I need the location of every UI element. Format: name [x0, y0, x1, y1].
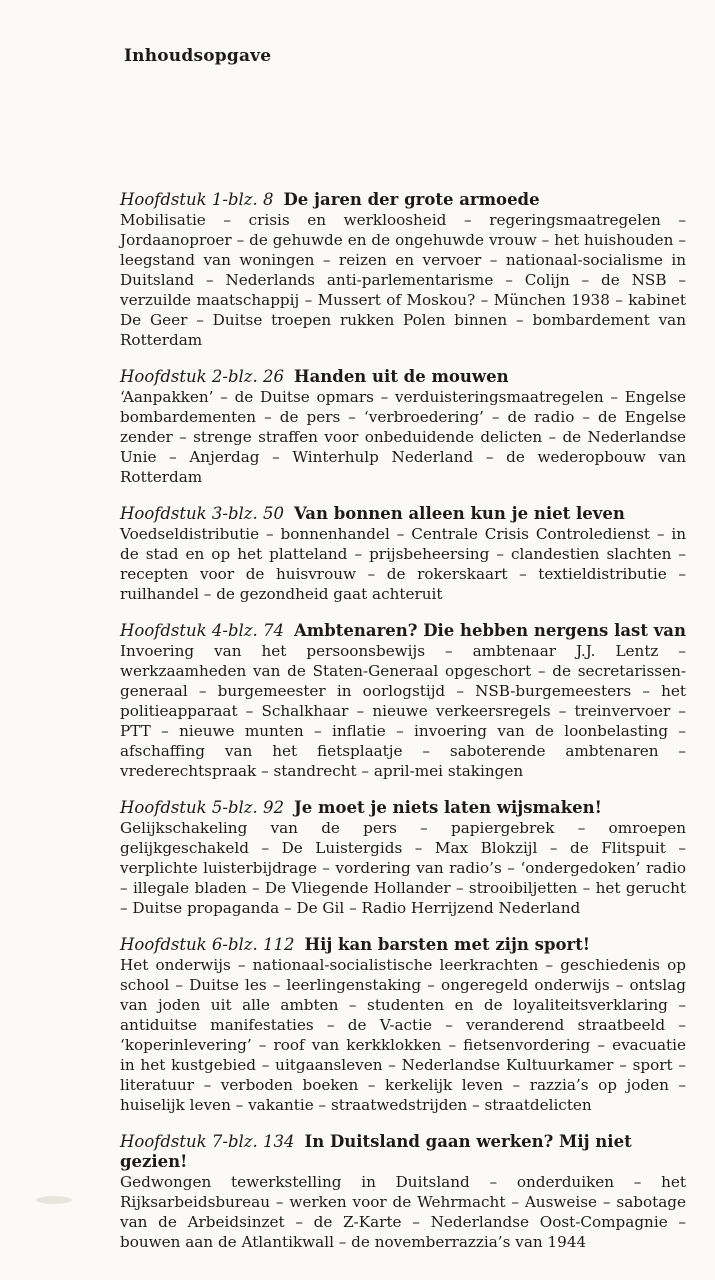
- chapter-summary: Gelijkschakeling van de pers – papiergebrek – omroepen gelijkgeschakeld – De Luistergids – Max Blokzijl – de Flitspuit – verplichte luisterbijdrage – vordering van radio’s – ‘ondergedoken’ radio – illegale bladen – De Vliegende Hollander – strooibiljetten – het gerucht – Duitse propaganda – De Gil – Radio Herrijzend Nederland: [120, 819, 686, 917]
- chapter-title: Handen uit de mouwen: [294, 367, 509, 386]
- chapter-ref: Hoofdstuk 5-blz. 92: [120, 798, 284, 817]
- chapter-summary: Voedseldistributie – bonnenhandel – Centrale Crisis Controledienst – in de stad en op het platteland – prijsbeheersing – clandestien slachten – recepten voor de huisvrouw – de rokerskaart – textieldistributie – ruilhandel – de gezondheid gaat achteruit: [120, 525, 686, 603]
- table-of-contents: [120, 190, 686, 1269]
- chapter-ref: Hoofdstuk 1-blz. 8: [120, 190, 274, 209]
- chapter-summary: ‘Aanpakken’ – de Duitse opmars – verduisteringsmaatregelen – Engelse bombardementen – de pers – ‘verbroedering’ – de radio – de Engelse zender – strenge straffen voor onbeduidende delicten – de Nederlandse Unie – Anjerdag – Winterhulp Nederland – de wederopbouw van Rotterdam: [120, 388, 686, 486]
- chapter-5: [120, 798, 686, 918]
- chapter-summary: Invoering van het persoonsbewijs – ambtenaar J.J. Lentz – werkzaamheden van de Staten-Generaal opgeschort – de secretarissen-generaal – burgemeester in oorlogstijd – NSB-burgemeesters – het politieapparaat – Schalkhaar – nieuwe verkeersregels – treinvervoer – PTT – nieuwe munten – inflatie – invoering van de loonbelasting – afschaffing van het fietsplaatje – saboterende ambtenaren – vrederechtspraak – standrecht – april-mei stakingen: [120, 642, 686, 780]
- paper-smudge: [36, 1196, 72, 1204]
- chapter-title: In Duitsland gaan werken? Mij niet gezien!: [120, 1132, 632, 1171]
- chapter-1: [120, 190, 686, 350]
- chapter-summary: Mobilisatie – crisis en werkloosheid – regeringsmaatregelen – Jordaanoproer – de gehuwde en de ongehuwde vrouw – het huishouden – leegstand van woningen – reizen en vervoer – nationaal-socialisme in Duitsland – Nederlands anti-parlementarisme – Colijn – de NSB – verzuilde maatschappij – Mussert of Moskou? – München 1938 – kabinet De Geer – Duitse troepen rukken Polen binnen – bombardement van Rotterdam: [120, 211, 686, 349]
- chapter-title: Hij kan barsten met zijn sport!: [304, 935, 591, 954]
- chapter-ref: Hoofdstuk 7-blz. 134: [120, 1132, 295, 1151]
- chapter-ref: Hoofdstuk 6-blz. 112: [120, 935, 295, 954]
- chapter-ref: Hoofdstuk 3-blz. 50: [120, 504, 284, 523]
- chapter-title: Van bonnen alleen kun je niet leven: [294, 504, 625, 523]
- chapter-6: [120, 935, 686, 1115]
- chapter-title: De jaren der grote armoede: [283, 190, 540, 209]
- chapter-title: Ambtenaren? Die hebben nergens last van: [294, 621, 686, 640]
- chapter-title: Je moet je niets laten wijsmaken!: [294, 798, 602, 817]
- chapter-summary: Het onderwijs – nationaal-socialistische leerkrachten – geschiedenis op school – Duitse les – leerlingenstaking – ongeregeld onderwijs – ontslag van joden uit alle ambten – studenten en de loyaliteitsverklaring – antiduitse manifestaties – de V-actie – veranderend straatbeeld – ‘koperinlevering’ – roof van kerkklokken – fietsenvordering – evacuatie in het kustgebied – uitgaansleven – Nederlandse Kultuurkamer – sport – literatuur – verboden boeken – kerkelijk leven – razzia’s op joden – huiselijk leven – vakantie – straatwedstrijden – straatdelicten: [120, 956, 686, 1114]
- chapter-7: [120, 1132, 686, 1252]
- chapter-3: [120, 504, 686, 604]
- chapter-ref: Hoofdstuk 2-blz. 26: [120, 367, 284, 386]
- chapter-4: [120, 621, 686, 781]
- chapter-ref: Hoofdstuk 4-blz. 74: [120, 621, 284, 640]
- chapter-2: [120, 367, 686, 487]
- chapter-summary: Gedwongen tewerkstelling in Duitsland – onderduiken – het Rijksarbeidsbureau – werken voor de Wehrmacht – Ausweise – sabotage van de Arbeidsinzet – de Z-Karte – Nederlandse Oost-Compagnie – bouwen aan de Atlantikwall – de novemberrazzia’s van 1944: [120, 1173, 686, 1251]
- page-title: Inhoudsopgave: [124, 46, 272, 66]
